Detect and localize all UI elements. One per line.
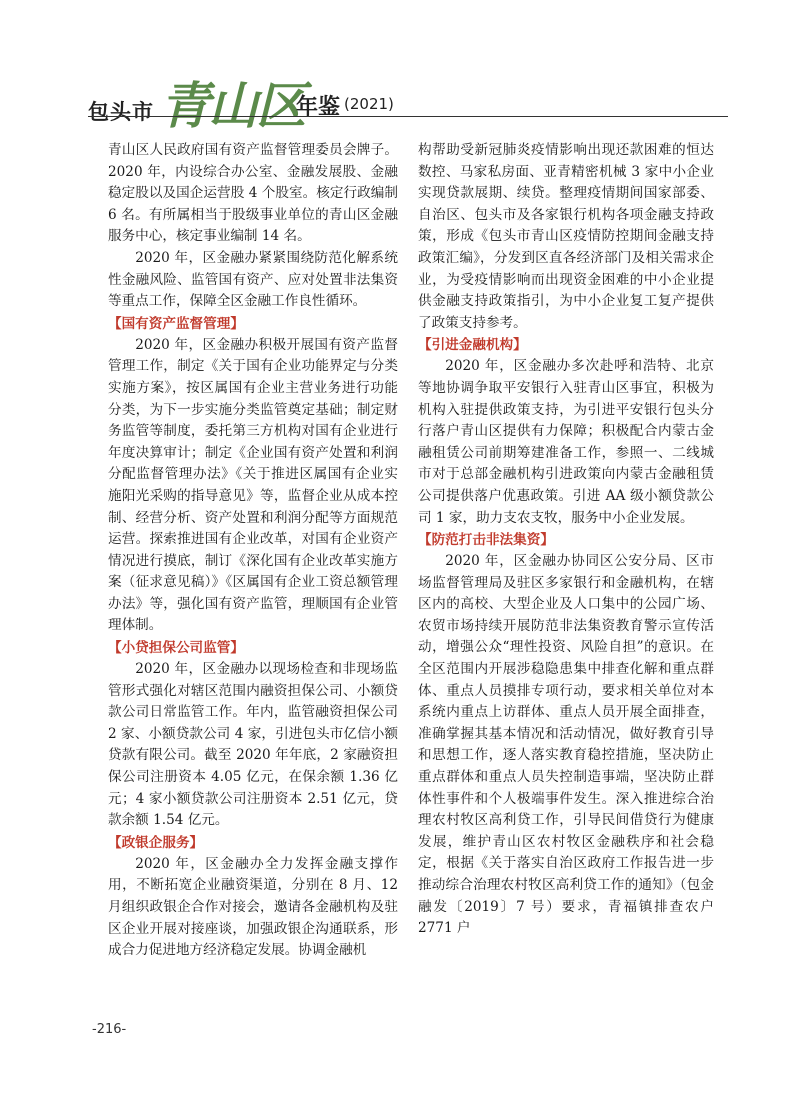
paragraph: 2020 年，区金融办协同区公安分局、区市场监督管理局及驻区多家银行和金融机构，在辖区内的高校、大型企业及人口集中的公园广场、农贸市场持续开展防范非法集资教育警示宣传活动，增强公众“理性投资、风险自担”的意识。在全区范围内开展涉稳隐患集中排查化解和重点群体、重点人员摸排专项行动，要求相关单位对本系统内重点上访群体、重点人员开展全面排查，准确掌握其基本情况和活动情况，做好教育引导和思想工作，逐人落实教育稳控措施，坚决防止重点群体和重点人员失控制造事端，坚决防止群体性事件和个人极端事件发生。深入推进综合治理农村牧区高利贷工作，引导民间借贷行为健康发展，维护青山区农村牧区金融秩序和社会稳定，根据《关于落实自治区政府工作报告进一步推动综合治理农村牧区高利贷工作的通知》（包金融发〔2019〕7 号）要求，青福镇排查农户 2771 户 — [418, 553, 714, 937]
header-city: 包头市 — [88, 99, 154, 124]
section-heading: 【引进金融机构】 — [418, 337, 527, 354]
section-heading: 【政银企服务】 — [108, 834, 204, 851]
header-district-logo: 青山区 — [160, 76, 304, 135]
paragraph: 青山区人民政府国有资产监督管理委员会牌子。2020 年，内设综合办公室、金融发展股、金融稳定股以及国企运营股 4 个股室。核定行政编制 6 名。有所属相当于股级事业单位的青山区金融服务中心，核定事业编制 14 名。 — [108, 142, 398, 245]
paragraph: 2020 年，区金融办紧紧围绕防范化解系统性金融风险、监管国有资产、应对处置非法集资等重点工作，保障全区金融工作良性循环。 — [108, 249, 398, 310]
header-edition: (2021) — [344, 95, 394, 113]
header-rule — [88, 116, 728, 117]
paragraph: 2020 年，区金融办多次赴呼和浩特、北京等地协调争取平安银行入驻青山区事宜，积极为机构入驻提供政策支持，为引进平安银行包头分行落户青山区提供有力保障；积极配合内蒙古金融租赁公司前期筹建准备工作，参照一、二线城市对于总部金融机构引进政策向内蒙古金融租赁公司提供落户优惠政策。引进 AA 级小额贷款公司 1 家，助力支农支牧，服务中小企业发展。 — [418, 358, 714, 526]
paragraph: 构帮助受新冠肺炎疫情影响出现还款困难的恒达数控、马家私房面、亚青精密机械 3 家中小企业实现贷款展期、续贷。整理疫情期间国家部委、自治区、包头市及各家银行机构各项金融支持政策，形成《包头市青山区疫情防控期间金融支持政策汇编》，分发到区直各经济部门及相关需求企业，为受疫情影响而出现资金困难的中小企业提供金融支持政策指引，为中小企业复工复产提供了政策支持参考。 — [418, 142, 714, 331]
left-column — [108, 140, 398, 962]
paragraph: 2020 年，区金融办以现场检查和非现场监管形式强化对辖区范围内融资担保公司、小额贷款公司日常监管工作。年内，监管融资担保公司 2 家、小额贷款公司 4 家，引进包头市亿信小额贷款有限公司。截至 2020 年年底，2 家融资担保公司注册资本 4.05 亿元，在保余额 1.36 亿元；4 家小额贷款公司注册资本 2.51 亿元，贷款余额 1.54 亿元。 — [108, 661, 398, 829]
section-heading: 【国有资产监督管理】 — [108, 315, 244, 332]
page-number: -216- — [92, 1022, 127, 1037]
section-heading: 【防范打击非法集资】 — [418, 532, 554, 549]
paragraph: 2020 年，区金融办积极开展国有资产监督管理工作，制定《关于国有企业功能界定与分类实施方案》，按区属国有企业主营业务进行功能分类，为下一步实施分类监管奠定基础；制定财务监管等制度，委托第三方机构对国有企业进行年度决算审计；制定《企业国有资产处置和利润分配监督管理办法》《关于推进区属国有企业实施阳光采购的指导意见》等，监督企业从成本控制、经营分析、资产处置和利润分配等方面规范运营。探索推进国有企业改革，对国有企业资产情况进行摸底，制订《深化国有企业改革实施方案（征求意见稿）》《区属国有企业工资总额管理办法》等，强化国有资产监管，理顺国有企业管理体制。 — [108, 336, 398, 634]
right-column — [418, 140, 714, 940]
running-header — [88, 66, 728, 135]
section-heading: 【小贷担保公司监管】 — [108, 640, 244, 657]
header-yearbook: 年鉴 — [296, 95, 341, 120]
paragraph: 2020 年，区金融办全力发挥金融支撑作用，不断拓宽企业融资渠道，分别在 8 月、12 月组织政银企合作对接会，邀请各金融机构及驻区企业开展对接座谈，加强政银企沟通联系，形成合力促进地方经济稳定发展。协调金融机 — [108, 855, 398, 959]
